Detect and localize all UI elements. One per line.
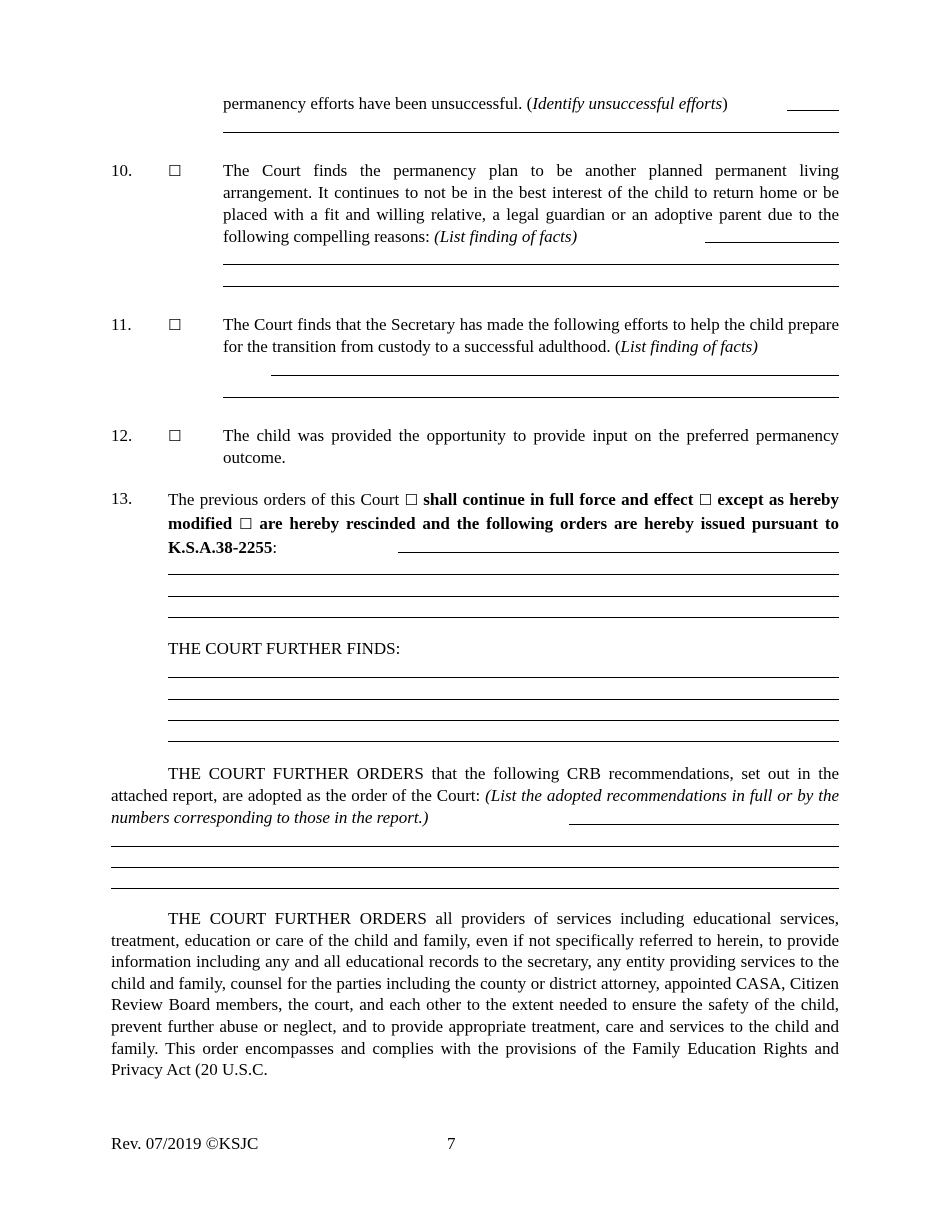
crb-orders-blank[interactable] <box>569 824 839 825</box>
item-10-answer-line-1[interactable] <box>223 264 839 265</box>
item-10-checkbox[interactable]: ☐ <box>168 162 182 180</box>
item-11-text: The Court finds that the Secretary has made the following efforts to help the child prepare for the transition from custody to a successful adulthood. (List finding of facts) <box>223 315 839 356</box>
crb-orders-paragraph: THE COURT FURTHER ORDERS that the following CRB recommendations, set out in the attached report, are adopted as the order of the Court: (List the adopted recommendations in full or by the numbers corresponding to those in the report.) <box>111 764 839 827</box>
item-13-answer-line-2[interactable] <box>168 596 839 597</box>
item-11-answer-line[interactable] <box>223 397 839 398</box>
item-13-answer-line-1[interactable] <box>168 574 839 575</box>
item-10-number: 10. <box>111 161 133 180</box>
item-11-checkbox[interactable]: ☐ <box>168 316 182 334</box>
crb-orders-line-1[interactable] <box>111 846 839 847</box>
further-finds-line-4[interactable] <box>168 741 839 742</box>
item-13-checkbox-continue[interactable]: ☐ <box>404 491 418 509</box>
crb-orders-line-3[interactable] <box>111 888 839 889</box>
further-finds-heading: THE COURT FURTHER FINDS: <box>168 639 401 658</box>
intro-line: permanency efforts have been unsuccessful. (Identify unsuccessful efforts) <box>223 94 728 113</box>
intro-answer-line[interactable] <box>223 132 839 133</box>
item-12-number: 12. <box>111 426 133 445</box>
intro-blank[interactable] <box>787 110 839 111</box>
item-10-answer-line-2[interactable] <box>223 286 839 287</box>
providers-orders-paragraph: THE COURT FURTHER ORDERS all providers of services including educational services, treatment, education or care of the child and family, even if not specifically referred to herein, to provide information including any and all educational records to the secretary, any entity providing services to the child and family, counsel for the parties including the county or district attorney, appointed CASA, Citizen Review Board members, the court, and each other to the extent needed to ensure the safety of the child, prevent further abuse or neglect, and to provide appropriate treatment, care and services to the child and family. This order encompasses and complies with the provisions of the Family Education Rights and Privacy Act (20 U.S.C. <box>111 909 839 1080</box>
crb-orders-line-2[interactable] <box>111 867 839 868</box>
footer-page-number: 7 <box>447 1134 456 1153</box>
item-13-text: The previous orders of this Court ☐ shall continue in full force and effect ☐ except as hereby modified ☐ are hereby rescinded and the following orders are hereby issued pursuant to K.S.A.38-2255: <box>168 490 840 557</box>
item-13-checkbox-modified[interactable]: ☐ <box>698 491 713 509</box>
item-13-answer-line-3[interactable] <box>168 617 839 618</box>
item-13-checkbox-rescinded[interactable]: ☐ <box>239 515 253 533</box>
item-13-blank[interactable] <box>398 552 839 553</box>
item-12-checkbox[interactable]: ☐ <box>168 427 182 445</box>
item-12-text: The child was provided the opportunity to provide input on the preferred permanency outcome. <box>223 426 839 467</box>
footer-revision: Rev. 07/2019 ©KSJC <box>111 1134 259 1153</box>
further-finds-line-2[interactable] <box>168 699 839 700</box>
item-13-number: 13. <box>111 489 133 508</box>
further-finds-line-1[interactable] <box>168 677 839 678</box>
item-10-blank[interactable] <box>705 242 839 243</box>
item-10-text: The Court finds the permanency plan to be another planned permanent living arrangement. It continues to not be in the best interest of the child to return home or be placed with a fit and willing relative, a legal guardian or an adoptive parent due to the following compelling reasons: (List finding of facts) <box>223 161 839 246</box>
item-11-blank[interactable] <box>271 375 839 376</box>
further-finds-line-3[interactable] <box>168 720 839 721</box>
item-11-number: 11. <box>111 315 132 334</box>
